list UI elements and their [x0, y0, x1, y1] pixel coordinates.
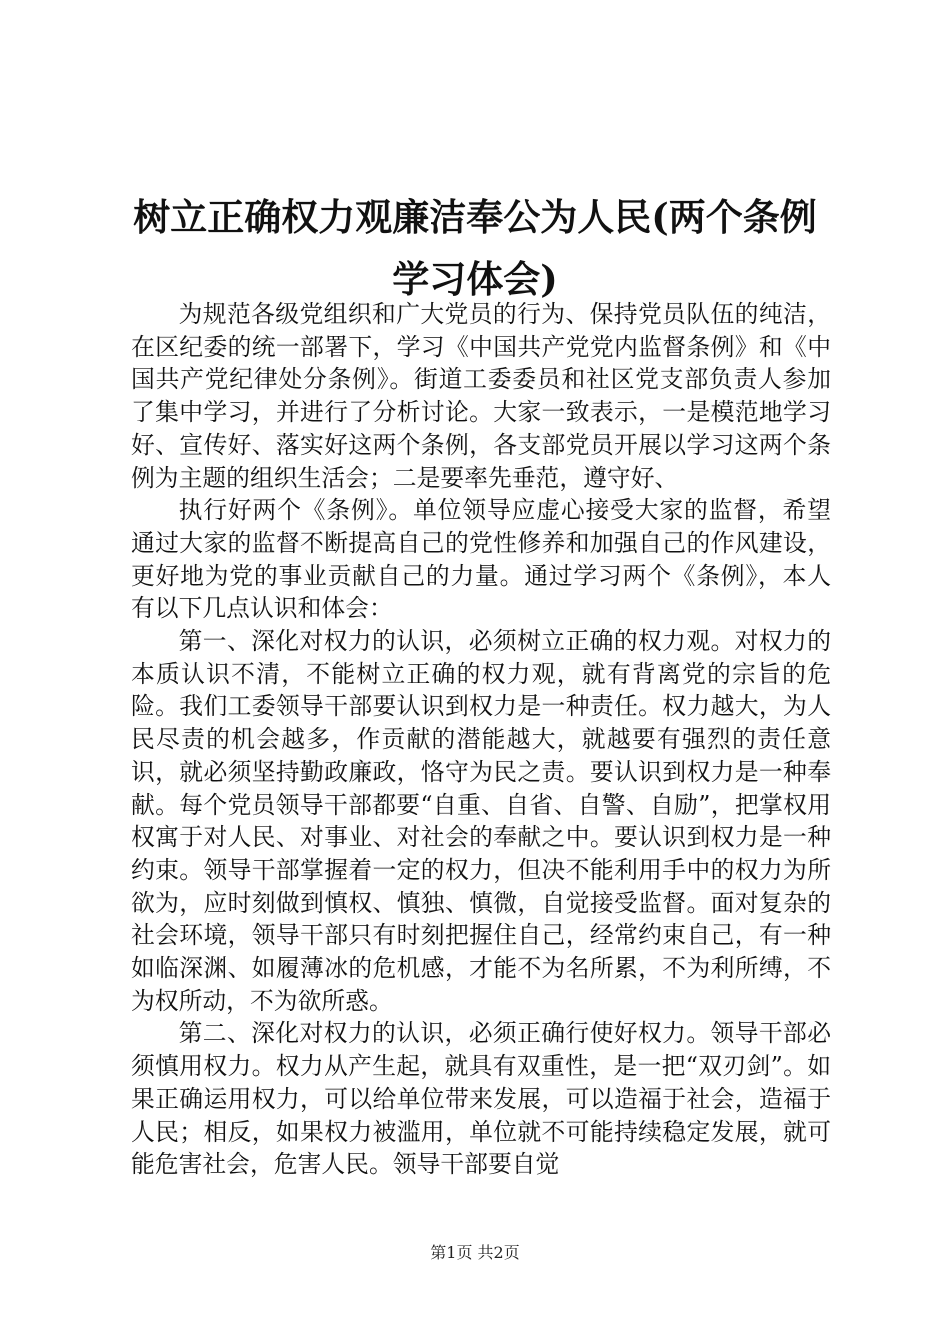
paragraph: 第二、深化对权力的认识，必须正确行使好权力。领导干部必须慎用权力。权力从产生起，就具有双重性，是一把“双刃剑”。如果正确运用权力，可以给单位带来发展，可以造福于社会，造福于人民；相反，如果权力被滥用，单位就不可能持续稳定发展，就可能危害社会，危害人民。领导干部要自觉	[131, 1019, 831, 1179]
paragraph: 执行好两个《条例》。单位领导应虚心接受大家的监督，希望通过大家的监督不断提高自己的党性修养和加强自己的作风建设，更好地为党的事业贡献自己的力量。通过学习两个《条例》，本人有以下几点认识和体会：	[131, 496, 831, 623]
document-title: 树立正确权力观廉洁奉公为人民(两个条例学习体会)	[133, 195, 817, 301]
document-body	[131, 298, 831, 1181]
paragraph: 为规范各级党组织和广大党员的行为、保持党员队伍的纯洁，在区纪委的统一部署下，学习《中国共产党党内监督条例》和《中国共产党纪律处分条例》。街道工委委员和社区党支部负责人参加了集中学习，并进行了分析讨论。大家一致表示，一是模范地学习好、宣传好、落实好这两个条例，各支部党员开展以学习这两个条例为主题的组织生活会；二是要率先垂范，遵守好、	[131, 300, 831, 492]
paragraph: 第一、深化对权力的认识，必须树立正确的权力观。对权力的本质认识不清，不能树立正确的权力观，就有背离党的宗旨的危险。我们工委领导干部要认识到权力是一种责任。权力越大，为人民尽责的机会越多，作贡献的潜能越大，就越要有强烈的责任意识，就必须坚持勤政廉政，恪守为民之责。要认识到权力是一种奉献。每个党员领导干部都要“自重、自省、自警、自励”，把掌权用权寓于对人民、对事业、对社会的奉献之中。要认识到权力是一种约束。领导干部掌握着一定的权力，但决不能利用手中的权力为所欲为，应时刻做到慎权、慎独、慎微，自觉接受监督。面对复杂的社会环境，领导干部只有时刻把握住自己，经常约束自己，有一种如临深渊、如履薄冰的危机感，才能不为名所累，不为利所缚，不为权所动，不为欲所惑。	[131, 627, 831, 1015]
page-footer: 第1页 共2页	[430, 1243, 520, 1262]
